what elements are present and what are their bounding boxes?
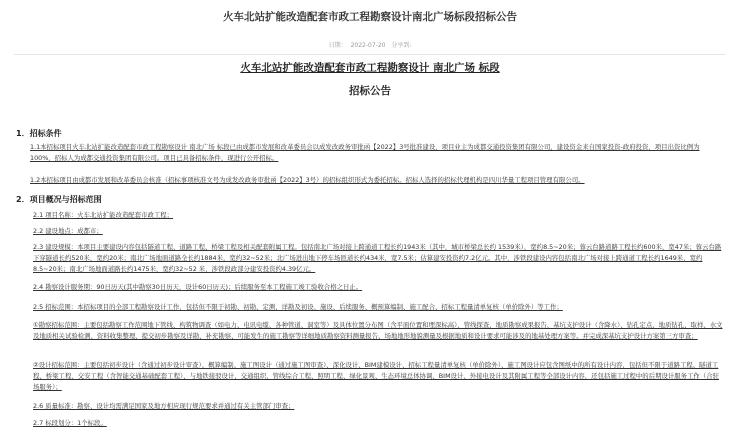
meta-bar [0,40,740,49]
section-heading-conditions: 1．招标条件 [16,129,62,138]
document-title: 火车北站扩能改造配套市政工程勘察设计 南北广场 标段 [240,62,500,74]
date-label: 日期： [328,42,347,49]
condition-paragraph-2: 1.2本招标项目由成都市发展和改革委员会核准（招标事项核准文号为成发改政务审批函【2022】3号）的招标组织形式为委托招标。招标人选择的招标代理机构是四川华量工程项目管理有限公司。 [30,176,585,184]
item-survey-scope: ①勘察招标范围：主要包括勘察工作范围地下管线、构筑物调查（如电力、电讯电缆、各种管道、洞室等）及具体位置分布图（含平面位置和埋深标高）、管线探查、地质勘察成果报告、基坑支护设计（含降水）、钻孔定点、地质钻孔、取样、水文及地质相关试验检测、资料收集整理、提交初步勘察及详勘、补充勘察、可能发生的施工勘察等详细地质勘察资料测量报告、场地地形地貌测量及根据地质和设计要求可能涉及的地基处理方案等。并完成深基坑支护设计方案第三方审查； [33,321,723,340]
item-scope: 2.5 招标范围：本招标项目的全部工程勘察设计工作，包括但不限于初勘、初勘、定测、详勘及初设、施设、后续服务、概预算编制、施工配合、招标工程量清单复核（单价除外）等工作； [33,303,563,311]
item-location: 2.2 建设地点：成都市； [33,227,103,235]
item-service-period: 2.4 勘察设计服务期：90日历天(其中勘察30日历天，设计60日历天)；后续服务至本工程施工竣工验收合格之日止。 [33,283,363,291]
item-quality: 2.6 质量标准：勘察、设计均需满足国家及地方相应现行规范要求并通过有关主管部门审查； [33,402,295,410]
share-label[interactable]: 分享到: [391,42,412,49]
item-design-scope: ②设计招标范围：主要包括初步设计（含通过初步设计审查）、概算编制、施工图设计（通过施工图审查）、深化设计、BIM建模设计、招标工程量清单复核（单价除外）、施工图设计应包含图纸中的所有设计内容，包括但不限于道路工程、隧道工程、桥梁工程、交安工程（含智能交通基础配套工程）、与地铁接驳设计、交通组织、管线综合工程、照明工程、绿化景观、生态环境总体协调、BIM设计、外接电设计及其附属工程等全部设计内容，还包括施工过程中的后期设计服务工作（合驻场服务）； [33,361,719,391]
header-divider [14,54,726,55]
item-lots: 2.7 标段划分：1个标段。 [33,419,107,427]
section-heading-overview: 2．项目概况与招标范围 [16,195,102,204]
item-scale: 2.3 建设规模：本项目主要建设内容包括隧道工程、道路工程、桥梁工程及相关配套附属工程。包括南北广场对接上跨通道工程长约1943米（其中，城市桥梁总长约 1539米），宽约8.5~20米；蓉云台路道路工程长约600米，宽47米；蓉云台路下穿隧道长约520米，宽约20米；南北广场地面道路全长约1884米，宽约32~52米；北广场进出地下停车场匝道长约434米，宽7.5米；估算建安投资约7.2亿元。其中，涉铁段建设内容包括南北广场对接上跨通道工程长约1649米，宽约8.5~20米；南北广场地面道路长约1475米，宽约32~52 米，涉铁段政部分建安投资约4.39亿元。 [33,243,722,273]
item-project-name: 2.1 项目名称：火车北站扩能改造配套市政工程； [33,211,174,219]
publish-date: 2022-07-20 [350,42,386,49]
condition-paragraph-1: 1.1本招标项目火车北站扩能改造配套市政工程勘察设计 南北广场 标段已由成都市发展和改革委员会以成发改政务审批函【2022】3号批准建设，项目业主为成都交通投资集团有限公司，建设资金来自国家投资-政府投资，项目出资比例为100%，招标人为成都交通投资集团有限公司。项目已具备招标条件，现进行公开招标。 [30,143,700,162]
document-subtitle: 招标公告 [349,85,391,97]
page-title: 火车北站扩能改造配套市政工程勘察设计南北广场标段招标公告 [223,11,517,23]
